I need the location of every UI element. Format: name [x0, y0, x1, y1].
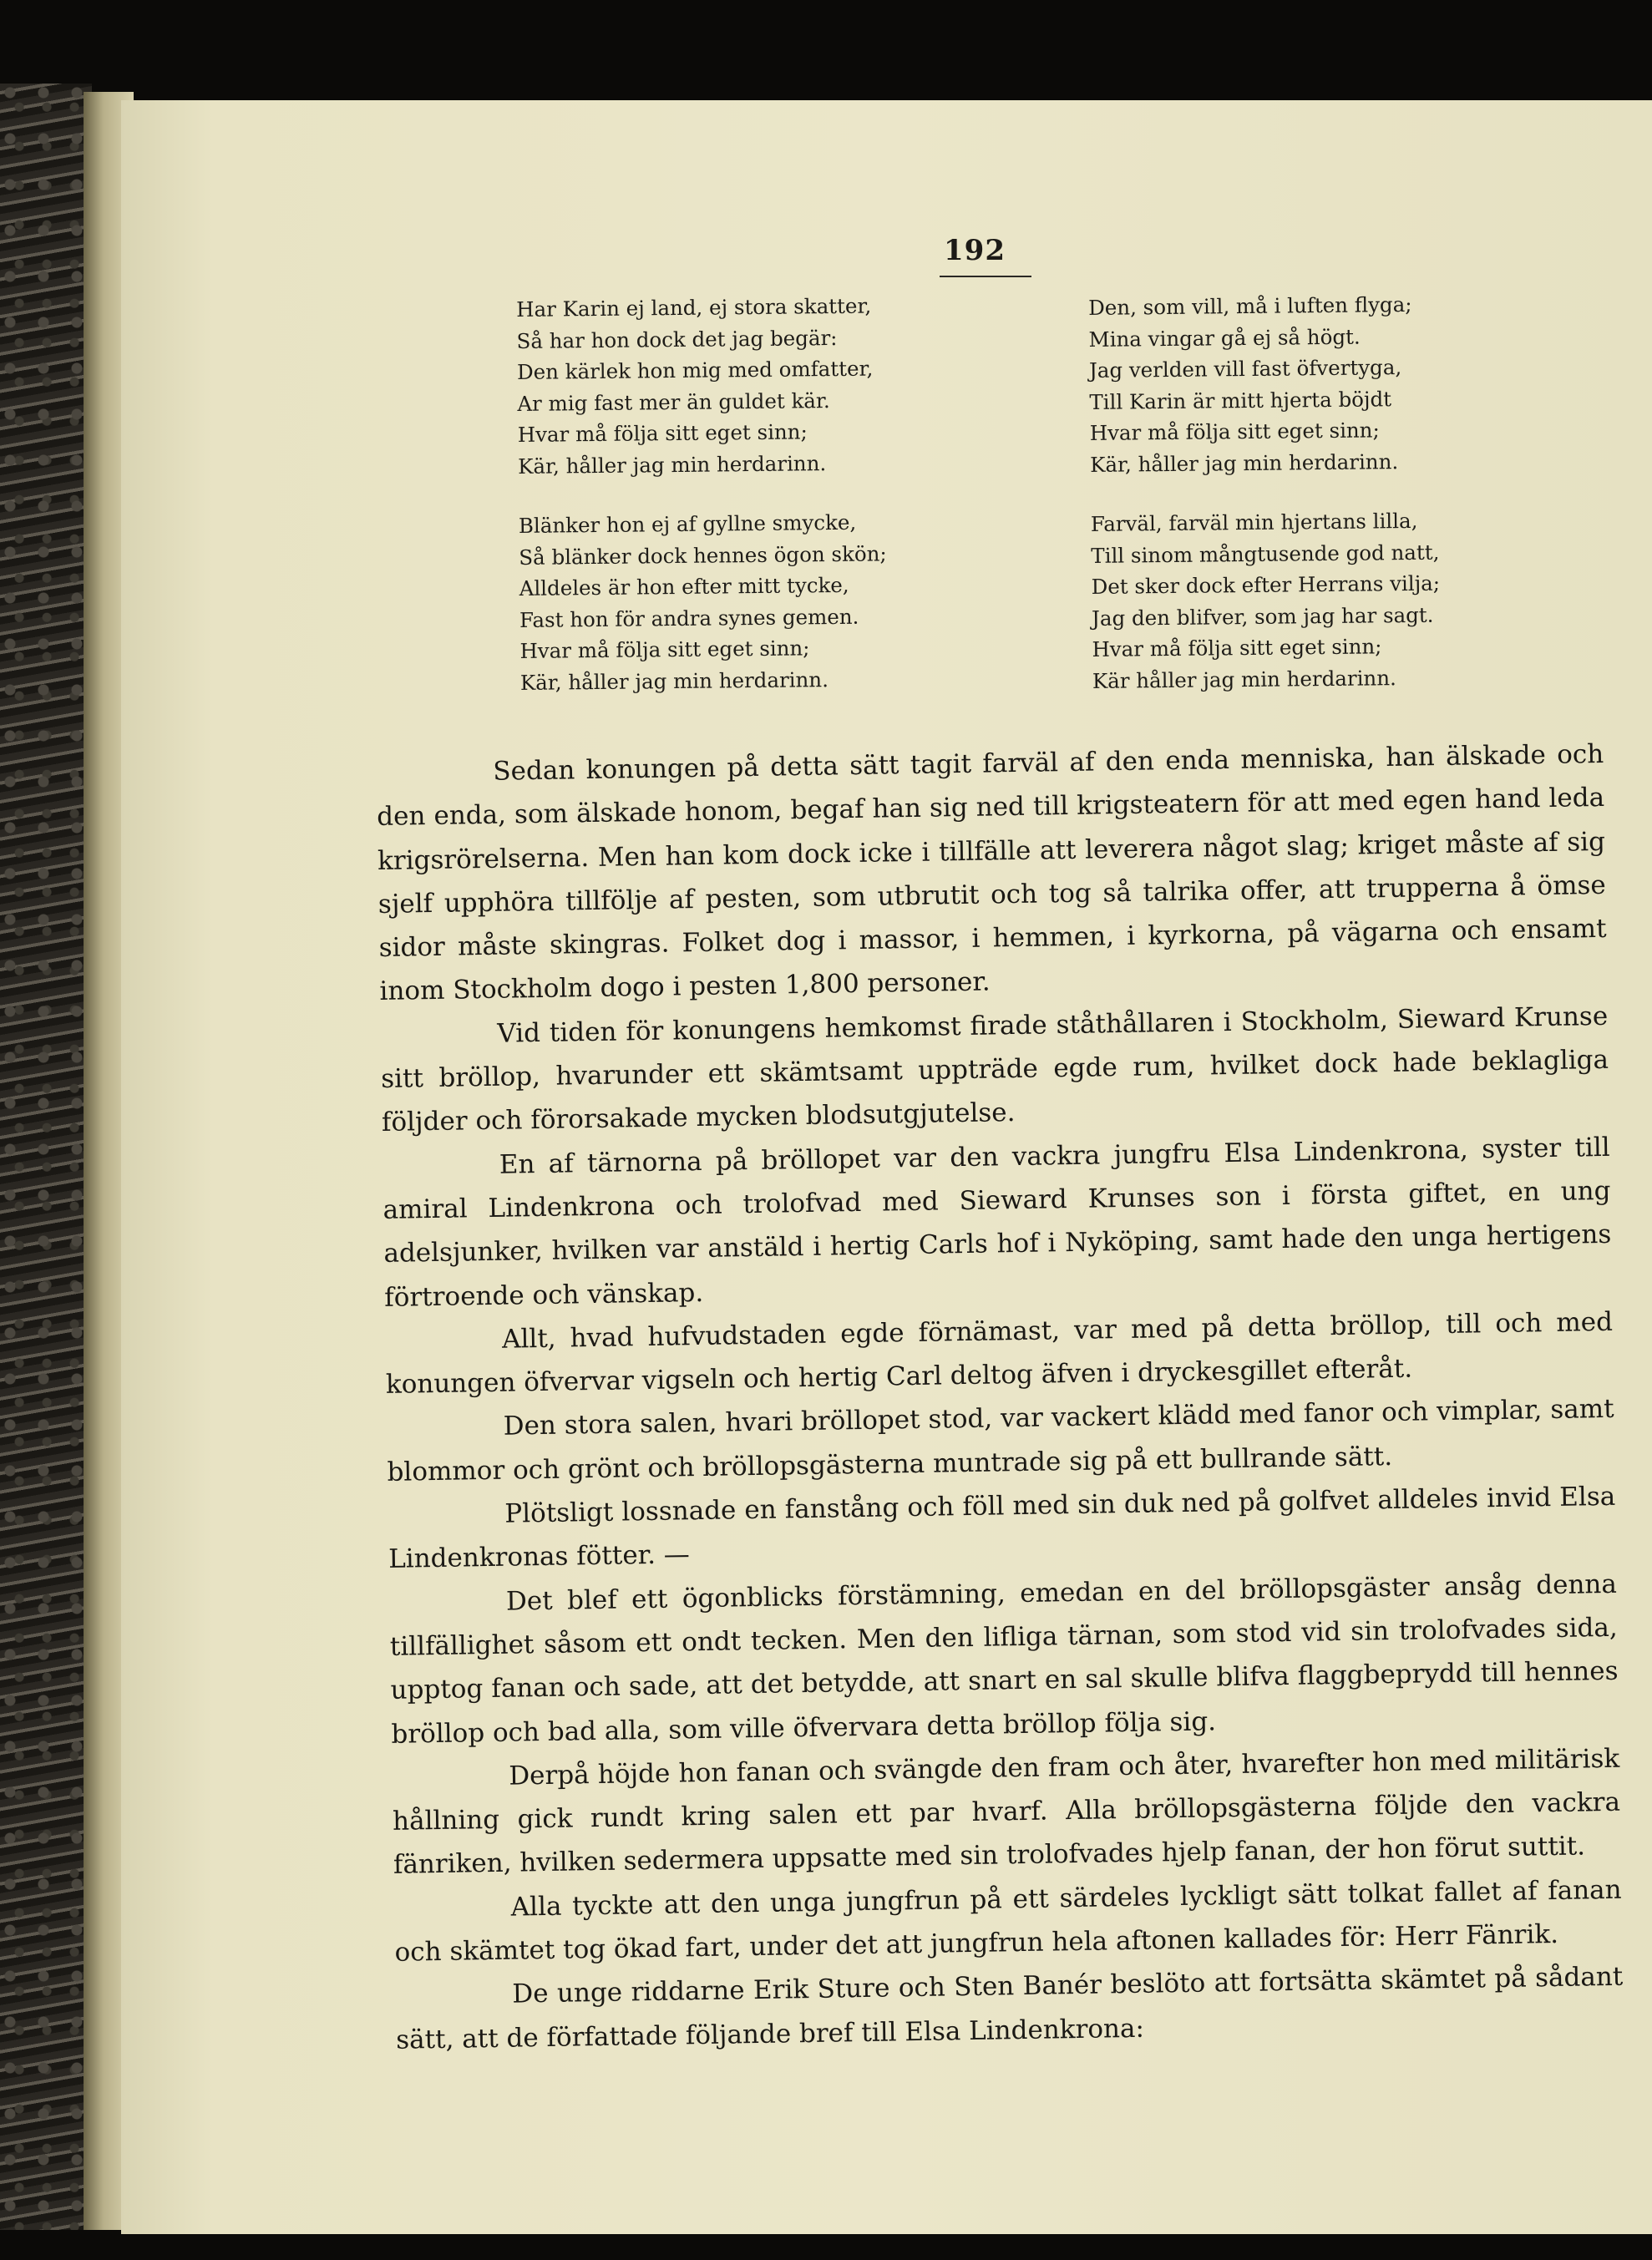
prose-paragraph: Alla tyckte att den unga jungfrun på ett särdeles lyckligt sätt tolkat fallet af fanan och skämtet tog ökad fart, under det att jungfrun hela aftonen kallades för: Herr Fänrik. — [394, 1874, 1622, 1968]
prose-paragraph: De unge riddarne Erik Sture och Sten Banér beslöto att fortsätta skämtet på sådant sätt, att de författade följande bref till Elsa Lindenkrona: — [395, 1962, 1624, 2055]
poem-line: Mina vingar gå ej så högt. — [1088, 324, 1361, 352]
poem-line: Ar mig fast mer än guldet kär. — [517, 388, 830, 416]
prose-paragraph: Allt, hvad hufvudstaden egde förnämast, var med på detta bröllop, till och med konungen öfvervar vigseln och hertig Carl deltog äfven i dryckesgillet efteråt. — [385, 1306, 1614, 1401]
poem-line: Den kärlek hon mig med omfatter, — [516, 356, 874, 384]
poem-line: Till Karin är mitt hjerta böjdt — [1089, 386, 1392, 414]
poem-line: Alldeles är hon efter mitt tycke, — [519, 572, 849, 600]
prose-paragraph: Derpå höjde hon fanan och svängde den fram och åter, hvarefter hon med militärisk hållning gick rundt kring salen ett par hvarf. Alla bröllopsgästerna följde den vackra fänriken, hvilken sedermera uppsatte med sin trolofvades hjelp fanan, der hon förut suttit. — [392, 1743, 1621, 1881]
poem-line: Kär, håller jag min herdarinn. — [1090, 448, 1399, 477]
poem-line: Kär håller jag min herdarinn. — [1092, 665, 1396, 693]
poem-line: Kär, håller jag min herdarinn. — [518, 450, 827, 479]
book-binding — [0, 84, 92, 2230]
poem-line: Kär, håller jag min herdarinn. — [519, 666, 829, 695]
poem-line: Hvar må följa sitt eget sinn; — [1092, 634, 1382, 661]
poem-line: Jag verlden vill fast öfvertyga, — [1088, 355, 1402, 383]
poem-line: Så har hon dock det jag begär: — [516, 325, 838, 353]
poem-stanza — [1091, 504, 1560, 697]
poem-line: Farväl, farväl min hjertans lilla, — [1090, 508, 1418, 536]
poem-stanza — [519, 505, 988, 698]
poem-line: Det sker dock efter Herrans vilja; — [1091, 570, 1441, 599]
poem-line: Hvar må följa sitt eget sinn; — [517, 419, 808, 447]
poem-line: Till sinom mångtusende god natt, — [1091, 540, 1440, 568]
prose-paragraph: Plötsligt lossnade en fanstång och föll med sin duk ned på golfvet alldeles invid Elsa Lindenkronas fötter. — — [388, 1481, 1616, 1575]
prose-paragraph: Vid tiden för konungens hemkomst firade ståthållaren i Stockholm, Sieward Krunse sitt bröllop, hvarunder ett skämtsamt uppträde egde rum, hvilket dock hade beklagliga följder och förorsakade mycken blodsutgjutelse. — [380, 1001, 1609, 1138]
poem-line: Den, som vill, må i luften flyga; — [1088, 291, 1412, 320]
prose-paragraph: En af tärnorna på bröllopet var den vackra jungfru Elsa Lindenkrona, syster till amiral Lindenkrona och trolofvad med Sieward Krunses son i första giftet, en ung adelsjunker, hvilken var anstäld i hertig Carls hof i Nyköping, samt hade den unga hertigens förtroende och vänskap. — [383, 1132, 1612, 1313]
poem-line: Jag den blifver, som jag har sagt. — [1091, 602, 1434, 631]
poem-stanza — [516, 289, 986, 482]
prose-paragraph: Det blef ett ögonblicks förstämning, emedan en del bröllopsgäster ansåg denna tillfällighet såsom ett ondt tecken. Men den lifliga tärnan, som stod vid sin trolofvades sida, upptog fanan och sade, att det betydde, att snart en sal skulle blifva flaggbeprydd till hennes bröllop och bad alla, som ville öfvervara detta bröllop följa sig. — [389, 1568, 1619, 1750]
poem-left-column — [516, 289, 988, 727]
poem-line: Blänker hon ej af gyllne smycke, — [518, 509, 857, 538]
prose-body — [376, 732, 1624, 2062]
prose-paragraph: Sedan konungen på detta sätt tagit farväl af den enda menniska, han älskade och den enda, som älskade honom, begaf han sig ned till krigsteatern för att med egen hand leda krigsrörelserna. Men han kom dock icke i tillfälle att leverera något slag; kriget måste af sig sjelf upphöra tillföljе af pesten, som utbrutit och tog så talrika offer, att trupperna å ömse sidor måste skingras. Folket dog i massor, i hemmen, i kyrkorna, på vägarna och ensamt inom Stockholm dogo i pesten 1,800 personer. — [376, 738, 1607, 1007]
poem-line: Har Karin ej land, ej stora skatter, — [516, 293, 872, 322]
poem-stanza — [1088, 287, 1558, 480]
poem-line: Hvar må följa sitt eget sinn; — [1089, 418, 1380, 445]
poem-line: Fast hon för andra synes gemen. — [519, 604, 859, 632]
poem-right-column — [1088, 287, 1560, 725]
page-number-rule — [940, 276, 1031, 277]
page-number: 192 — [944, 234, 1006, 267]
prose-paragraph: Den stora salen, hvari bröllopet stod, var vackert klädd med fanor och vimplar, samt blommor och grönt och bröllopsgästerna muntrade sig på ett bullrande sätt. — [387, 1394, 1614, 1487]
poem-line: Så blänker dock hennes ögon skön; — [519, 540, 887, 570]
poem-line: Hvar må följa sitt eget sinn; — [519, 636, 810, 663]
